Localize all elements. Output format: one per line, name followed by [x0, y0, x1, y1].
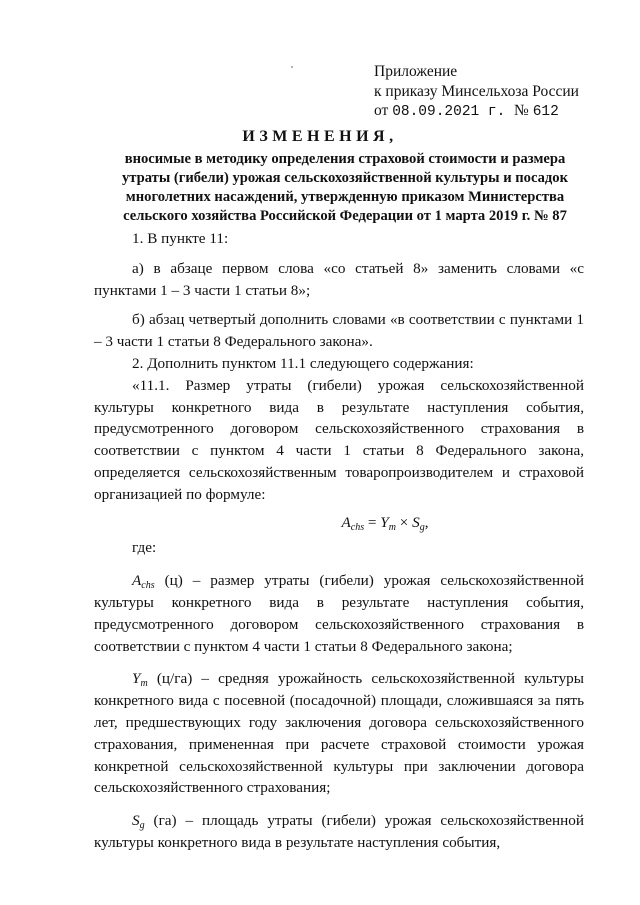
definition-sg-var: S — [132, 812, 140, 830]
formula-lhs: A — [341, 513, 351, 531]
definition-achs — [94, 570, 584, 657]
document-title: ИЗМЕНЕНИЯ, — [242, 128, 398, 145]
definition-ym — [94, 668, 584, 799]
document-body — [94, 228, 584, 854]
document-subtitle: вносимые в методику определения страховой стоимости и размера утраты (гибели) урожая сельскохозяйственной культуры и посадок многолетних насаждений, утвержденную приказом Министерства сельского хозяйства Российской Федерации от 1 марта 2019 г. № 87 — [121, 151, 568, 224]
paragraph-2: а) в абзаце первом слова «со статьей 8» заменить словами «с пунктами 1 – 3 части 1 статьи 8»; — [94, 259, 584, 299]
formula-r2: S — [412, 513, 420, 531]
definition-sg-sub: g — [139, 820, 145, 832]
definition-ym-text: (ц/га) – средняя урожайность сельскохозяйственной культуры конкретного вида с посевной (посадочной) площади, сложившаяся за пять лет, предшествующих году заключения договора сельскохозяйственного страхования, примененная при расчете страховой стоимости урожая конкретной сельскохозяйственной культуры при заключении договора сельскохозяйственного страхования; — [94, 670, 584, 797]
paragraph-1: 1. В пункте 11: — [132, 230, 229, 247]
formula-lhs-sub: chs — [350, 521, 365, 533]
scan-speck — [291, 66, 293, 68]
approval-line-2: к приказу Минсельхоза России — [374, 82, 579, 100]
definition-achs-sub: chs — [141, 580, 155, 592]
formula-r1: Y — [380, 513, 389, 531]
paragraph-5: «11.1. Размер утраты (гибели) урожая сельскохозяйственной культуры конкретного вида в результате наступления события, предусмотренного договором сельскохозяйственного страхования в соответствии с пунктом 4 части 1 статьи 8 Федерального закона, определяется сельскохозяйственным товаропроизводителем и страховой организацией по формуле: — [94, 376, 584, 503]
approval-year-suffix: г. — [479, 104, 515, 120]
formula-r2-sub: g — [419, 521, 425, 533]
definition-ym-var: Y — [132, 670, 141, 688]
formula-times: × — [395, 513, 413, 531]
definition-sg — [94, 810, 584, 854]
formula-equals: = — [364, 513, 381, 531]
approval-line-3 — [374, 101, 579, 123]
formula — [94, 512, 584, 534]
definition-achs-var: A — [132, 572, 142, 590]
definition-sg-text: (га) – площадь утраты (гибели) урожая сельскохозяйственной культуры конкретного вида в результате наступления события, — [94, 812, 584, 851]
approval-line-1: Приложение — [374, 63, 458, 80]
approval-date: 08.09.2021 — [392, 104, 480, 120]
approval-stamp — [374, 62, 579, 123]
approval-date-prefix: от — [374, 102, 393, 119]
where-label: где: — [132, 539, 157, 557]
definition-ym-sub: m — [140, 678, 148, 690]
definition-achs-text: (ц) – размер утраты (гибели) урожая сельскохозяйственной культуры конкретного вида в результате наступления события, предусмотренного договором сельскохозяйственного страхования в соответствии с пунктом 4 части 1 статьи 8 Федерального закона; — [94, 572, 584, 655]
approval-number-sign: № — [514, 102, 533, 119]
paragraph-3: б) абзац четвертый дополнить словами «в соответствии с пунктами 1 – 3 части 1 статьи 8 Федерального закона». — [94, 311, 584, 351]
formula-r1-sub: m — [388, 521, 396, 533]
paragraph-4: 2. Дополнить пунктом 11.1 следующего содержания: — [132, 354, 474, 372]
approval-number: 612 — [532, 104, 559, 120]
formula-end: , — [424, 513, 429, 531]
